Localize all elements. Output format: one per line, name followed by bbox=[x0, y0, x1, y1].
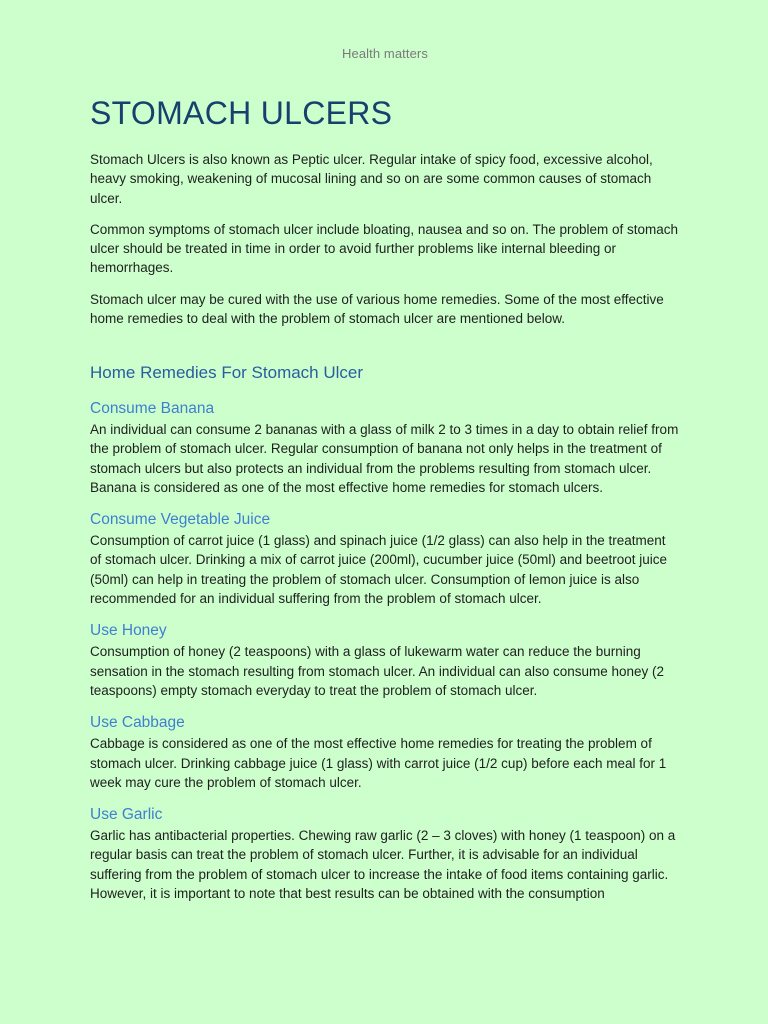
remedy-item bbox=[90, 398, 680, 497]
remedy-heading: Consume Vegetable Juice bbox=[90, 511, 271, 529]
running-header: Health matters bbox=[342, 46, 428, 61]
page-title: STOMACH ULCERS bbox=[90, 95, 393, 131]
section-heading: Home Remedies For Stomach Ulcer bbox=[90, 363, 364, 382]
remedy-heading: Consume Banana bbox=[90, 400, 215, 417]
remedy-heading: Use Honey bbox=[90, 622, 167, 640]
remedy-text: Consumption of honey (2 teaspoons) with a glass of lukewarm water can reduce the burning sensation in the stomach resulting from stomach ulcer. An individual can also consume honey (2 teaspoons) empty stomach everyday to treat the problem of stomach ulcer. bbox=[90, 644, 665, 698]
remedy-text: Garlic has antibacterial properties. Chewing raw garlic (2 – 3 cloves) with honey (1 teaspoon) on a regular basis can treat the problem of stomach ulcer. Further, it is advisable for an individual suffering from the problem of stomach ulcer to increase the intake of food items containing garlic. However, it is important to note that best results can be obtained with the consumption bbox=[90, 828, 676, 902]
remedy-text: Consumption of carrot juice (1 glass) and spinach juice (1/2 glass) can also help in the treatment of stomach ulcer. Drinking a mix of carrot juice (200ml), cucumber juice (50ml) and beetroot juice (50ml) can help in treating the problem of stomach ulcer. Consumption of lemon juice is also recommended for an individual suffering from the problem of stomach ulcer. bbox=[90, 533, 667, 607]
intro-section bbox=[90, 150, 680, 340]
remedy-heading: Use Cabbage bbox=[90, 714, 185, 732]
intro-paragraph: Stomach Ulcers is also known as Peptic ulcer. Regular intake of spicy food, excessive alcohol, heavy smoking, weakening of mucosal lining and so on are some common causes of stomach ulcer. bbox=[90, 152, 653, 206]
intro-paragraph: Stomach ulcer may be cured with the use of various home remedies. Some of the most effective home remedies to deal with the problem of stomach ulcer are mentioned below. bbox=[90, 291, 664, 327]
remedy-item bbox=[90, 804, 680, 903]
remedy-item bbox=[90, 509, 680, 608]
intro-paragraph: Common symptoms of stomach ulcer include bloating, nausea and so on. The problem of stomach ulcer should be treated in time in order to avoid further problems like internal bleeding or hemorrhages. bbox=[90, 221, 679, 276]
remedy-text: An individual can consume 2 bananas with a glass of milk 2 to 3 times in a day to obtain relief from the problem of stomach ulcer. Regular consumption of banana not only helps in the treatment of stomach ulcers but also protects an individual from the problems resulting from stomach ulcer. Banana is considered as one of the most effective home remedies for stomach ulcers. bbox=[90, 422, 679, 495]
remedy-text: Cabbage is considered as one of the most effective home remedies for treating the problem of stomach ulcer. Drinking cabbage juice (1 glass) with carrot juice (1/2 cup) before each meal for 1 week may cure the problem of stomach ulcer. bbox=[90, 736, 667, 790]
remedy-item bbox=[90, 620, 680, 700]
remedies-list bbox=[90, 398, 680, 915]
remedy-heading: Use Garlic bbox=[90, 806, 163, 824]
remedy-item bbox=[90, 712, 680, 792]
